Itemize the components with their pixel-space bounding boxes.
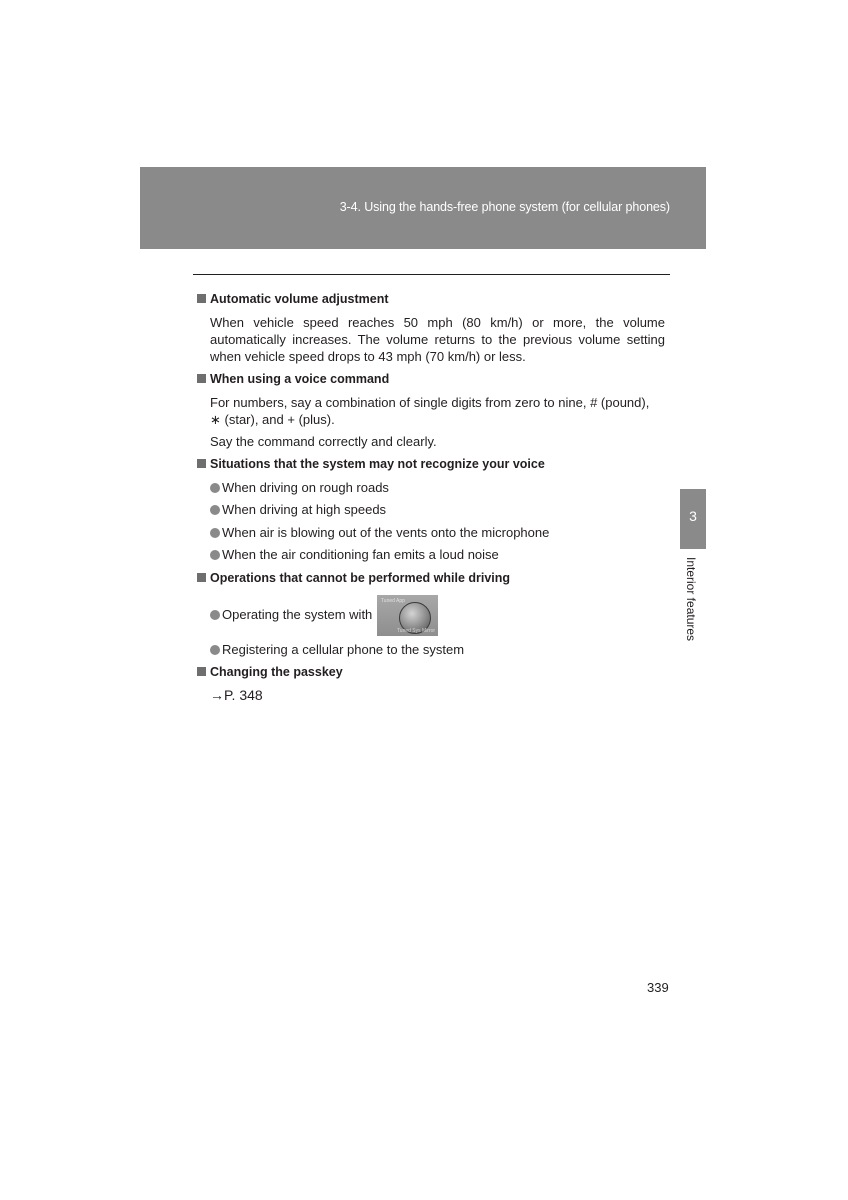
chapter-header-band <box>140 167 706 249</box>
chapter-tab: 3 <box>680 489 706 549</box>
section-heading-voice-command: When using a voice command <box>197 372 389 386</box>
phone-switch-button-icon: Tuned App Tuned Sys Mirror <box>377 595 438 636</box>
voice-command-text-2: Say the command correctly and clearly. <box>210 434 437 449</box>
bullet-dot-icon <box>210 550 220 560</box>
bullet-dot-icon <box>210 528 220 538</box>
bullet-dot-icon <box>210 483 220 493</box>
chapter-title: 3-4. Using the hands-free phone system (for cellular phones) <box>339 200 670 214</box>
list-item: When driving at high speeds <box>210 502 386 517</box>
list-item: When the air conditioning fan emits a loud noise <box>210 547 499 562</box>
list-item: Registering a cellular phone to the system <box>210 642 464 657</box>
heading-square-icon <box>197 294 206 303</box>
heading-square-icon <box>197 374 206 383</box>
passkey-page-reference[interactable]: →P. 348 <box>210 687 263 703</box>
heading-square-icon <box>197 667 206 676</box>
list-item: When driving on rough roads <box>210 480 389 495</box>
section-heading-passkey: Changing the passkey <box>197 665 343 679</box>
page-number: 339 <box>647 980 669 995</box>
section-heading-not-recognize: Situations that the system may not recognize your voice <box>197 457 545 471</box>
heading-square-icon <box>197 459 206 468</box>
bullet-dot-icon <box>210 645 220 655</box>
bullet-dot-icon <box>210 505 220 515</box>
section-heading-auto-volume: Automatic volume adjustment <box>197 292 389 306</box>
bullet-dot-icon <box>210 610 220 620</box>
list-item: Operating the system with Tuned App Tuned Sys Mirror <box>210 595 438 636</box>
auto-volume-text: When vehicle speed reaches 50 mph (80 km/h) or more, the volume automatically increases. The volume returns to the previous volume setting when vehicle speed drops to 43 mph (70 km/h) or less. <box>210 315 665 364</box>
section-heading-driving-ops: Operations that cannot be performed while driving <box>197 571 510 585</box>
list-item: When air is blowing out of the vents onto the microphone <box>210 525 549 540</box>
heading-square-icon <box>197 573 206 582</box>
chapter-side-label: Interior features <box>684 557 698 642</box>
voice-command-text-1: For numbers, say a combination of single digits from zero to nine, # (pound), ∗ (star), and + (plus). <box>210 395 650 427</box>
header-divider <box>193 274 670 275</box>
